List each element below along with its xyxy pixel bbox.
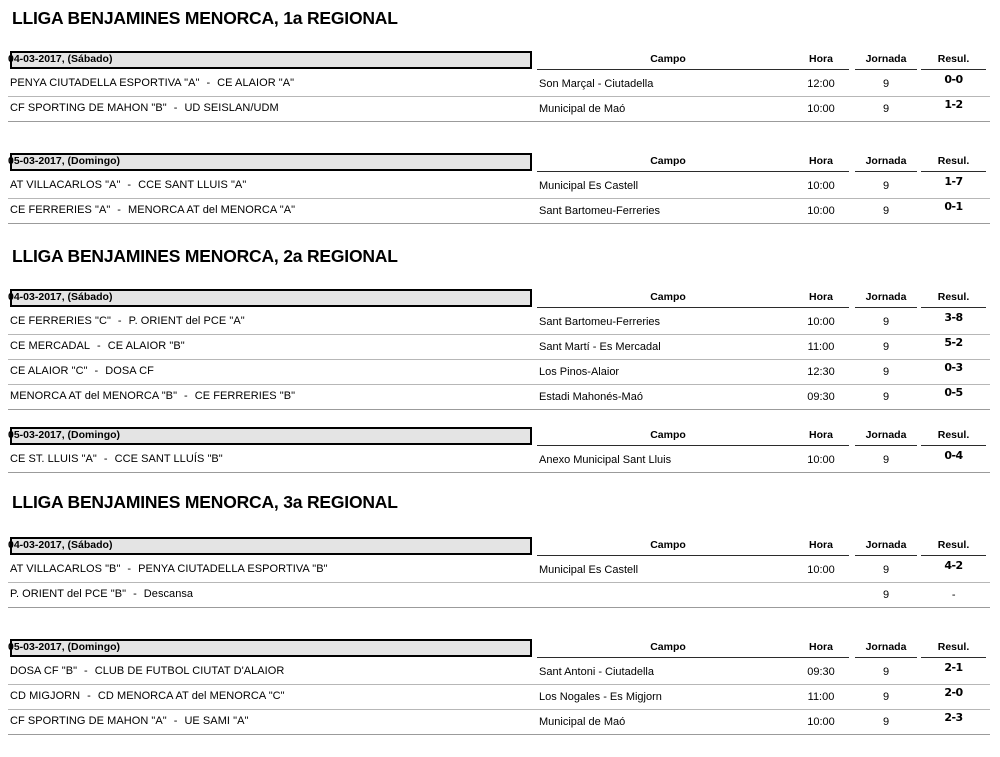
match-matchday: 9 bbox=[882, 691, 890, 703]
column-rule bbox=[855, 657, 917, 658]
date-label: 04-03-2017, (Sábado) bbox=[8, 539, 113, 551]
match-venue: Municipal Es Castell bbox=[539, 564, 639, 576]
column-header-resul: Resul. bbox=[937, 641, 970, 653]
away-team: CE ALAIOR "B" bbox=[107, 340, 185, 352]
versus-separator: - bbox=[103, 453, 108, 465]
away-team: CCE SANT LLUIS "A" bbox=[138, 179, 247, 191]
column-header-resul: Resul. bbox=[937, 291, 970, 303]
match-row[interactable] bbox=[8, 385, 990, 410]
match-matchday: 9 bbox=[882, 564, 890, 576]
league-title: LLIGA BENJAMINES MENORCA, 3a REGIONAL bbox=[12, 492, 398, 512]
home-team: CE FERRERIES "A" bbox=[10, 204, 111, 216]
column-rule bbox=[921, 657, 986, 658]
match-row[interactable] bbox=[8, 199, 990, 224]
column-rule bbox=[921, 69, 986, 70]
match-venue: Anexo Municipal Sant Lluis bbox=[539, 454, 672, 466]
match-teams bbox=[10, 390, 295, 402]
column-rule bbox=[537, 171, 799, 172]
column-rule bbox=[855, 171, 917, 172]
column-header-jornada: Jornada bbox=[865, 291, 907, 303]
match-venue: Los Pinos-Alaior bbox=[539, 366, 620, 378]
match-result: 2-0 bbox=[944, 686, 963, 699]
column-header-hora: Hora bbox=[809, 539, 833, 551]
column-rule bbox=[855, 445, 917, 446]
match-row[interactable] bbox=[8, 310, 990, 335]
versus-separator: - bbox=[117, 315, 122, 327]
away-team: DOSA CF bbox=[105, 365, 154, 377]
column-header-jornada: Jornada bbox=[865, 53, 907, 65]
column-rule bbox=[537, 657, 799, 658]
match-venue: Municipal de Maó bbox=[539, 103, 626, 115]
home-team: PENYA CIUTADELLA ESPORTIVA "A" bbox=[10, 77, 200, 89]
column-rule bbox=[537, 555, 799, 556]
column-rule bbox=[921, 555, 986, 556]
home-team: CE MERCADAL bbox=[10, 340, 91, 352]
column-header-campo: Campo bbox=[650, 291, 686, 303]
versus-separator: - bbox=[184, 390, 188, 402]
match-teams bbox=[10, 563, 328, 575]
away-team: CE FERRERIES "B" bbox=[194, 390, 296, 402]
column-header-jornada: Jornada bbox=[865, 429, 907, 441]
column-header-campo: Campo bbox=[650, 53, 686, 65]
match-teams bbox=[10, 665, 284, 677]
away-team: Descansa bbox=[143, 588, 194, 600]
column-header-campo: Campo bbox=[650, 641, 686, 653]
match-teams bbox=[10, 365, 154, 377]
column-header-jornada: Jornada bbox=[865, 155, 907, 167]
column-rule bbox=[793, 307, 849, 308]
date-block bbox=[0, 288, 1000, 410]
column-rule bbox=[855, 555, 917, 556]
home-team: P. ORIENT del PCE "B" bbox=[10, 588, 127, 600]
away-team: CE ALAIOR "A" bbox=[217, 77, 295, 89]
match-matchday: 9 bbox=[882, 205, 890, 217]
block-header bbox=[0, 536, 1000, 558]
match-time: 10:00 bbox=[807, 454, 835, 466]
match-teams bbox=[10, 179, 246, 191]
column-rule bbox=[537, 445, 799, 446]
column-rule bbox=[793, 171, 849, 172]
match-result: 1-2 bbox=[944, 98, 963, 111]
date-block bbox=[0, 50, 1000, 122]
league-title: LLIGA BENJAMINES MENORCA, 1a REGIONAL bbox=[12, 8, 398, 28]
match-result: 5-2 bbox=[944, 336, 963, 349]
match-time: 11:00 bbox=[807, 691, 835, 703]
match-time: 10:00 bbox=[807, 180, 835, 192]
column-header-resul: Resul. bbox=[937, 429, 970, 441]
match-matchday: 9 bbox=[882, 341, 890, 353]
home-team: CF SPORTING DE MAHON "B" bbox=[10, 102, 167, 114]
versus-separator: - bbox=[94, 365, 99, 377]
match-teams bbox=[10, 690, 285, 702]
block-header bbox=[0, 638, 1000, 660]
match-result: 0-4 bbox=[944, 449, 963, 462]
match-time: 12:00 bbox=[807, 78, 835, 90]
match-matchday: 9 bbox=[882, 454, 890, 466]
date-block bbox=[0, 152, 1000, 224]
column-rule bbox=[793, 69, 849, 70]
date-label: 05-03-2017, (Domingo) bbox=[8, 429, 121, 441]
versus-separator: - bbox=[117, 204, 122, 216]
versus-separator: - bbox=[84, 665, 88, 677]
match-matchday: 9 bbox=[882, 366, 890, 378]
away-team: UD SEISLAN/UDM bbox=[184, 102, 279, 114]
match-matchday: 9 bbox=[882, 180, 890, 192]
column-header-hora: Hora bbox=[809, 429, 833, 441]
match-row[interactable] bbox=[8, 448, 990, 473]
match-row[interactable] bbox=[8, 72, 990, 97]
match-row[interactable] bbox=[8, 174, 990, 199]
match-row[interactable] bbox=[8, 583, 990, 608]
home-team: CF SPORTING DE MAHON "A" bbox=[10, 715, 167, 727]
away-team: CD MENORCA AT del MENORCA "C" bbox=[97, 690, 285, 702]
column-rule bbox=[855, 69, 917, 70]
match-venue: Estadi Mahonés-Maó bbox=[539, 391, 643, 403]
match-result: - bbox=[951, 589, 956, 601]
block-header bbox=[0, 288, 1000, 310]
date-block bbox=[0, 638, 1000, 735]
match-time: 12:30 bbox=[807, 366, 835, 378]
match-matchday: 9 bbox=[882, 316, 890, 328]
column-rule bbox=[921, 445, 986, 446]
match-row[interactable] bbox=[8, 335, 990, 360]
versus-separator: - bbox=[127, 563, 132, 575]
match-teams bbox=[10, 77, 294, 89]
date-block bbox=[0, 426, 1000, 473]
column-header-resul: Resul. bbox=[937, 539, 970, 551]
match-time: 10:00 bbox=[807, 205, 835, 217]
match-teams bbox=[10, 315, 245, 327]
column-header-resul: Resul. bbox=[937, 155, 970, 167]
block-header bbox=[0, 426, 1000, 448]
date-block bbox=[0, 536, 1000, 608]
match-teams bbox=[10, 340, 185, 352]
column-header-hora: Hora bbox=[809, 53, 833, 65]
match-venue: Sant Bartomeu-Ferreries bbox=[539, 316, 661, 328]
versus-separator: - bbox=[133, 588, 137, 600]
versus-separator: - bbox=[173, 102, 178, 114]
match-row[interactable] bbox=[8, 710, 990, 735]
column-rule bbox=[793, 657, 849, 658]
match-row[interactable] bbox=[8, 685, 990, 710]
away-team: UE SAMI "A" bbox=[184, 715, 249, 727]
away-team: P. ORIENT del PCE "A" bbox=[128, 315, 245, 327]
match-result: 0-0 bbox=[944, 73, 963, 86]
match-venue: Municipal Es Castell bbox=[539, 180, 639, 192]
home-team: AT VILLACARLOS "A" bbox=[10, 179, 121, 191]
match-result: 4-2 bbox=[944, 559, 963, 572]
match-result: 0-3 bbox=[944, 361, 963, 374]
match-result: 2-1 bbox=[944, 661, 963, 674]
column-rule bbox=[537, 69, 799, 70]
home-team: CE FERRERIES "C" bbox=[10, 315, 111, 327]
home-team: CE ALAIOR "C" bbox=[10, 365, 88, 377]
away-team: CLUB DE FUTBOL CIUTAT D'ALAIOR bbox=[94, 665, 285, 677]
home-team: CE ST. LLUIS "A" bbox=[10, 453, 97, 465]
date-label: 05-03-2017, (Domingo) bbox=[8, 155, 121, 167]
league-title: LLIGA BENJAMINES MENORCA, 2a REGIONAL bbox=[12, 246, 398, 266]
column-header-resul: Resul. bbox=[937, 53, 970, 65]
column-rule bbox=[855, 307, 917, 308]
versus-separator: - bbox=[127, 179, 132, 191]
match-venue: Los Nogales - Es Migjorn bbox=[539, 691, 662, 703]
match-result: 1-7 bbox=[944, 175, 963, 188]
match-matchday: 9 bbox=[882, 103, 890, 115]
column-rule bbox=[537, 307, 799, 308]
date-label: 04-03-2017, (Sábado) bbox=[8, 291, 113, 303]
match-matchday: 9 bbox=[882, 391, 890, 403]
versus-separator: - bbox=[173, 715, 178, 727]
column-header-jornada: Jornada bbox=[865, 641, 907, 653]
column-rule bbox=[793, 555, 849, 556]
match-teams bbox=[10, 102, 279, 114]
home-team: MENORCA AT del MENORCA "B" bbox=[10, 390, 178, 402]
match-result: 0-5 bbox=[944, 386, 963, 399]
column-header-campo: Campo bbox=[650, 155, 686, 167]
match-row[interactable] bbox=[8, 660, 990, 685]
match-time: 10:00 bbox=[807, 716, 835, 728]
match-result: 0-1 bbox=[944, 200, 963, 213]
versus-separator: - bbox=[97, 340, 101, 352]
home-team: CD MIGJORN bbox=[10, 690, 81, 702]
match-teams bbox=[10, 453, 223, 465]
match-time: 10:00 bbox=[807, 316, 835, 328]
match-matchday: 9 bbox=[882, 716, 890, 728]
match-matchday: 9 bbox=[882, 78, 890, 90]
match-time: 10:00 bbox=[807, 103, 835, 115]
match-row[interactable] bbox=[8, 360, 990, 385]
versus-separator: - bbox=[87, 690, 91, 702]
home-team: DOSA CF "B" bbox=[10, 665, 78, 677]
column-header-campo: Campo bbox=[650, 429, 686, 441]
match-time: 09:30 bbox=[807, 391, 835, 403]
match-venue: Municipal de Maó bbox=[539, 716, 626, 728]
match-venue: Sant Bartomeu-Ferreries bbox=[539, 205, 661, 217]
match-row[interactable] bbox=[8, 97, 990, 122]
column-rule bbox=[921, 171, 986, 172]
match-row[interactable] bbox=[8, 558, 990, 583]
column-header-hora: Hora bbox=[809, 155, 833, 167]
home-team: AT VILLACARLOS "B" bbox=[10, 563, 121, 575]
versus-separator: - bbox=[206, 77, 211, 89]
match-teams bbox=[10, 204, 295, 216]
match-venue: Sant Antoni - Ciutadella bbox=[539, 666, 654, 678]
away-team: MENORCA AT del MENORCA "A" bbox=[128, 204, 296, 216]
column-header-campo: Campo bbox=[650, 539, 686, 551]
match-time: 09:30 bbox=[807, 666, 835, 678]
match-matchday: 9 bbox=[882, 666, 890, 678]
date-label: 04-03-2017, (Sábado) bbox=[8, 53, 113, 65]
match-result: 2-3 bbox=[944, 711, 963, 724]
away-team: PENYA CIUTADELLA ESPORTIVA "B" bbox=[138, 563, 328, 575]
away-team: CCE SANT LLUÍS "B" bbox=[114, 453, 223, 465]
match-time: 11:00 bbox=[807, 341, 835, 353]
column-header-hora: Hora bbox=[809, 641, 833, 653]
column-rule bbox=[921, 307, 986, 308]
match-teams bbox=[10, 715, 248, 727]
match-time: 10:00 bbox=[807, 564, 835, 576]
block-header bbox=[0, 152, 1000, 174]
column-rule bbox=[793, 445, 849, 446]
column-header-jornada: Jornada bbox=[865, 539, 907, 551]
date-label: 05-03-2017, (Domingo) bbox=[8, 641, 121, 653]
block-header bbox=[0, 50, 1000, 72]
match-teams bbox=[10, 588, 193, 600]
match-venue: Son Marçal - Ciutadella bbox=[539, 78, 654, 90]
match-result: 3-8 bbox=[944, 311, 963, 324]
match-venue: Sant Martí - Es Mercadal bbox=[539, 341, 661, 353]
column-header-hora: Hora bbox=[809, 291, 833, 303]
match-matchday: 9 bbox=[882, 589, 890, 601]
